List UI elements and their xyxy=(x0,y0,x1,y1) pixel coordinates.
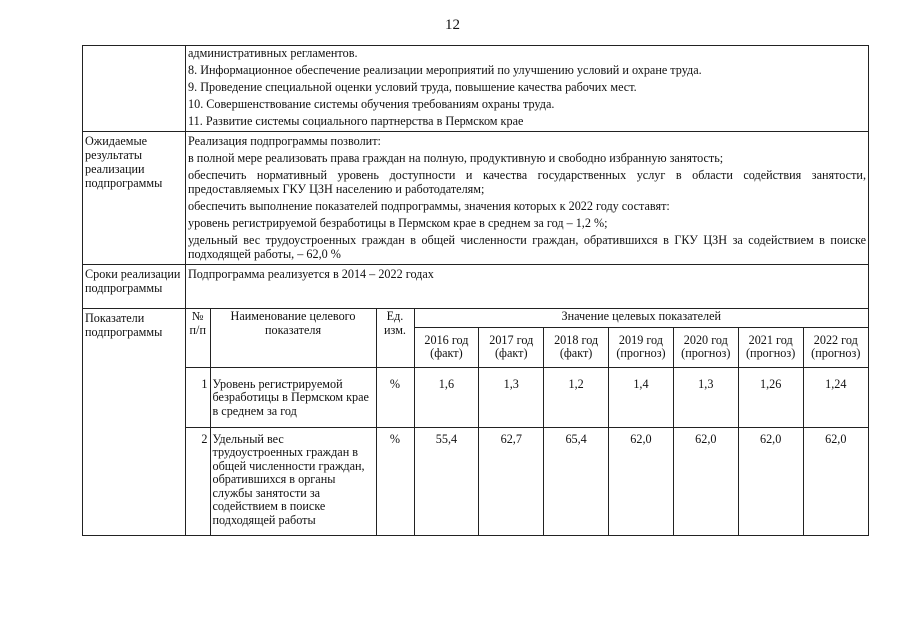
task-line: 10. Совершенствование системы обучения требованиям охраны труда. xyxy=(188,97,555,111)
col-header-values-group: Значение целевых показателей xyxy=(414,309,868,327)
col-header-num: № п/п xyxy=(186,309,210,367)
row-value: 1,6 xyxy=(414,367,479,427)
row-value: 1,24 xyxy=(803,367,868,427)
row-unit: % xyxy=(376,367,414,427)
indicators-table xyxy=(186,309,868,535)
term-label-text: Сроки реализации подпрограммы xyxy=(85,267,181,295)
term-content xyxy=(186,265,869,309)
col-header-year: 2022 год (прогноз) xyxy=(803,327,868,367)
term-label xyxy=(83,265,186,309)
page-number: 12 xyxy=(445,17,460,33)
row-value: 62,0 xyxy=(609,427,674,535)
result-line: обеспечить выполнение показателей подпрограммы, значения которых к 2022 году составят: xyxy=(188,199,670,213)
row-unit: % xyxy=(376,427,414,535)
row-value: 1,26 xyxy=(738,367,803,427)
subprogram-passport-table xyxy=(82,45,869,536)
table-row xyxy=(186,367,868,427)
term-text: Подпрограмма реализуется в 2014 – 2022 годах xyxy=(188,267,434,281)
row-value: 1,4 xyxy=(609,367,674,427)
col-header-unit: Ед. изм. xyxy=(376,309,414,367)
row-indicator-name: Уровень регистрируемой безработицы в Пермском крае в среднем за год xyxy=(210,367,376,427)
term-row xyxy=(83,265,869,309)
row-value: 65,4 xyxy=(544,427,609,535)
row-value: 55,4 xyxy=(414,427,479,535)
row-num: 1 xyxy=(186,367,210,427)
row-value: 62,0 xyxy=(738,427,803,535)
row-num: 2 xyxy=(186,427,210,535)
row-value: 1,3 xyxy=(479,367,544,427)
result-line: уровень регистрируемой безработицы в Пермском крае в среднем за год – 1,2 %; xyxy=(188,216,608,230)
task-line: 8. Информационное обеспечение реализации мероприятий по улучшению условий и охране труда. xyxy=(188,63,702,77)
expected-results-content xyxy=(186,132,869,265)
col-header-year: 2019 год (прогноз) xyxy=(609,327,674,367)
row-value: 1,3 xyxy=(673,367,738,427)
col-header-year: 2016 год (факт) xyxy=(414,327,479,367)
indicators-content xyxy=(186,309,869,536)
result-line: удельный вес трудоустроенных граждан в общей численности граждан, обратившихся в ГКУ ЦЗН за содействием в поиске подходящей работы, – 62,0 % xyxy=(188,233,866,261)
col-header-name: Наименование целевого показателя xyxy=(210,309,376,367)
task-line: 11. Развитие системы социального партнерства в Пермском крае xyxy=(188,114,524,128)
indicators-label-text: Показатели подпрограммы xyxy=(85,311,163,339)
task-line: административных регламентов. xyxy=(188,46,358,60)
result-line: в полной мере реализовать права граждан на полную, продуктивную и свободно избранную занятость; xyxy=(188,151,724,165)
empty-label-cell xyxy=(83,46,186,132)
indicators-row xyxy=(83,309,869,536)
task-line: 9. Проведение специальной оценки условий труда, повышение качества рабочих мест. xyxy=(188,80,637,94)
col-header-year: 2018 год (факт) xyxy=(544,327,609,367)
tasks-continuation-cell xyxy=(186,46,869,132)
col-header-year: 2017 год (факт) xyxy=(479,327,544,367)
col-header-year: 2021 год (прогноз) xyxy=(738,327,803,367)
row-value: 62,7 xyxy=(479,427,544,535)
row-indicator-name: Удельный вес трудоустроенных граждан в общей численности граждан, обратившихся в органы службы занятости за содействием в поиске подходящей работы xyxy=(210,427,376,535)
row-value: 62,0 xyxy=(673,427,738,535)
result-line: обеспечить нормативный уровень доступности и качества государственных услуг в области содействия занятости, предоставляемых ГКУ ЦЗН населению и работодателям; xyxy=(188,168,866,196)
expected-results-label xyxy=(83,132,186,265)
indicators-label xyxy=(83,309,186,536)
result-line: Реализация подпрограммы позволит: xyxy=(188,134,381,148)
expected-results-row xyxy=(83,132,869,265)
col-header-year: 2020 год (прогноз) xyxy=(673,327,738,367)
expected-results-label-text: Ожидаемые результаты реализации подпрограммы xyxy=(85,134,163,190)
row-value: 1,2 xyxy=(544,367,609,427)
table-row xyxy=(186,427,868,535)
tasks-continuation-row xyxy=(83,46,869,132)
row-value: 62,0 xyxy=(803,427,868,535)
